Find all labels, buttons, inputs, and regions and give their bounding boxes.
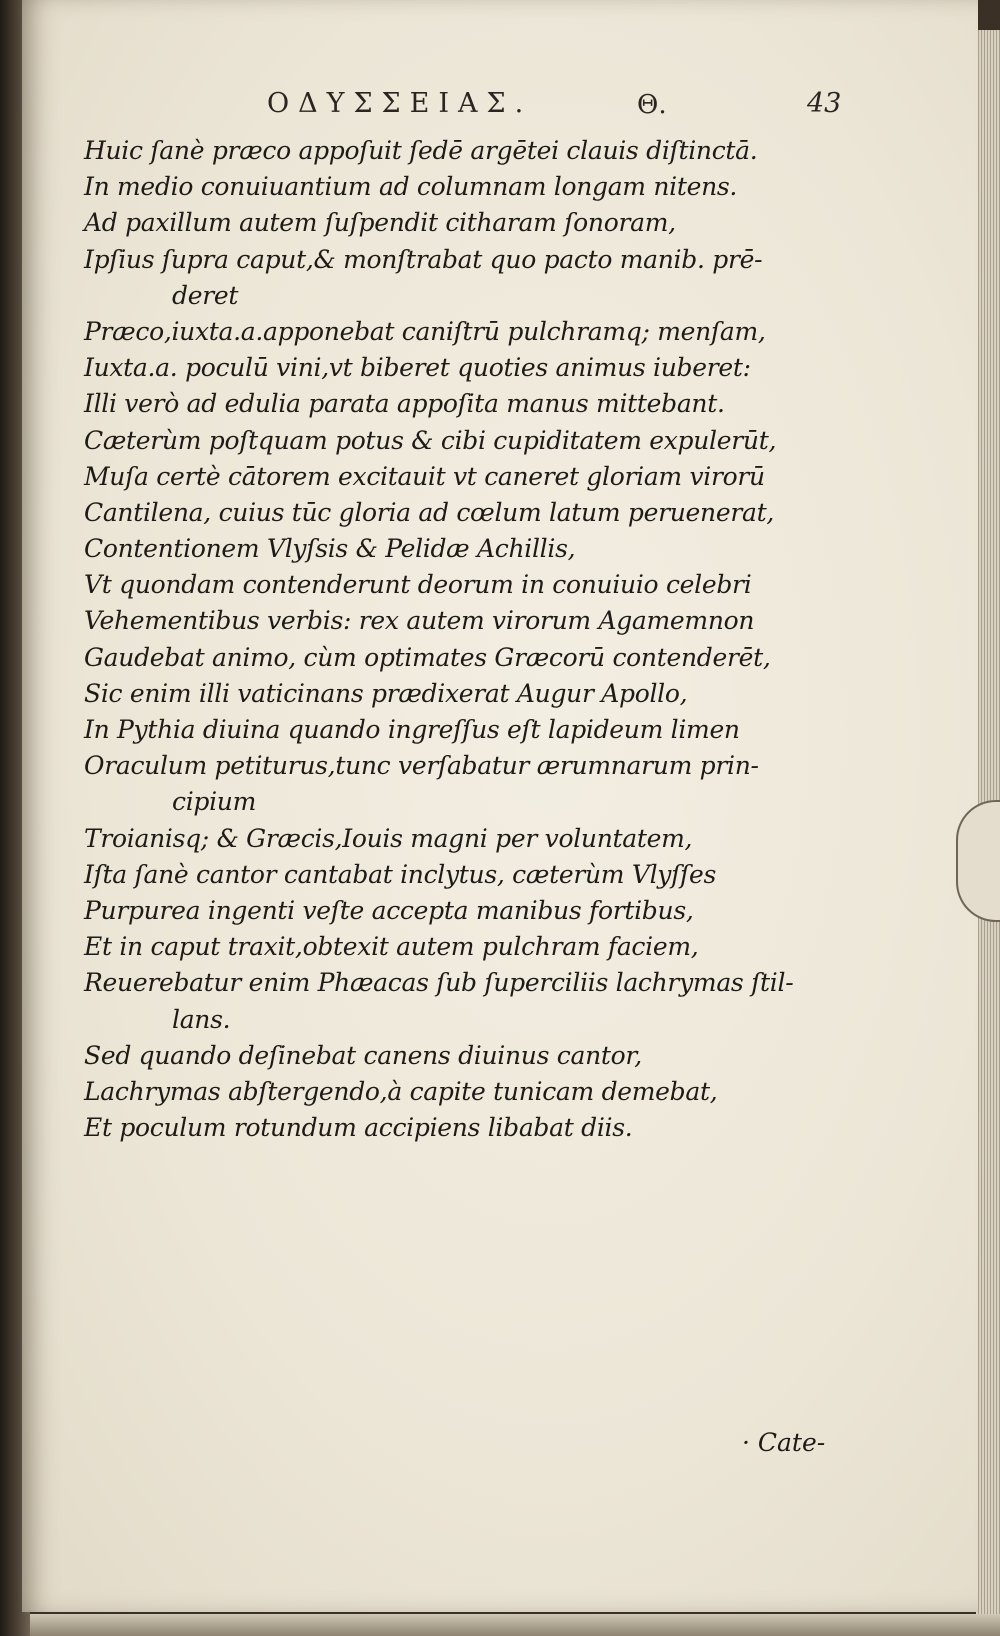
verse-line: Iuxta.a. poculū vini,vt biberet quoties animus iuberet: bbox=[84, 353, 751, 383]
running-title: ΟΔΥΣΣΕΙΑΣ. bbox=[267, 88, 533, 119]
verse-line-continuation: lans. bbox=[172, 1004, 231, 1034]
verse-text-block bbox=[84, 133, 874, 1146]
verse-line: Muſa certè cātorem excitauit vt caneret gloriam virorū bbox=[84, 461, 765, 491]
verse-line: Præco,iuxta.a.apponebat caniſtrū pulchramq; menſam, bbox=[84, 316, 766, 346]
verse-line: Gaudebat animo, cùm optimates Græcorū contenderēt, bbox=[84, 642, 771, 672]
book-signature: Θ. bbox=[637, 90, 667, 120]
verse-line: Lachrymas abſtergendo,à capite tunicam demebat, bbox=[84, 1076, 718, 1106]
verse-line: Contentionem Vlyſsis & Pelidæ Achillis, bbox=[84, 534, 576, 564]
verse-line-continuation: deret bbox=[172, 280, 239, 310]
verse-line: Oraculum petiturus,tunc verſabatur ærumnarum prin- bbox=[84, 751, 759, 781]
verse-line: Iſta ſanè cantor cantabat inclytus, cæterùm Vlyſſes bbox=[84, 859, 717, 889]
page-header bbox=[267, 88, 857, 128]
book-page bbox=[22, 0, 978, 1612]
verse-line: Sic enim illi vaticinans prædixerat Augur Apollo, bbox=[84, 678, 688, 708]
verse-line: Et poculum rotundum accipiens libabat diis. bbox=[84, 1113, 633, 1143]
verse-line: Cæterùm poſtquam potus & cibi cupiditatem expulerūt, bbox=[84, 425, 777, 455]
verse-line: Illi verò ad edulia parata appoſita manus mittebant. bbox=[84, 389, 725, 419]
verse-line: Troianisq; & Græcis,Iouis magni per voluntatem, bbox=[84, 823, 693, 853]
folio-number: 43 bbox=[807, 88, 842, 119]
verse-line: Purpurea ingenti veſte accepta manibus fortibus, bbox=[84, 895, 694, 925]
thumb-index-tab bbox=[956, 800, 1000, 922]
verse-line: Et in caput traxit,obtexit autem pulchram faciem, bbox=[84, 932, 699, 962]
verse-line: In medio conuiuantium ad columnam longam nitens. bbox=[84, 172, 738, 202]
catchword: · Cate- bbox=[742, 1428, 826, 1457]
verse-line: Ad paxillum autem ſuſpendit citharam ſonoram, bbox=[84, 208, 676, 238]
verse-line: Vt quondam contenderunt deorum in conuiuio celebri bbox=[84, 570, 752, 600]
verse-line: Ipſius ſupra caput,& monſtrabat quo pacto manib. prē- bbox=[84, 244, 763, 274]
verse-line: Vehementibus verbis: rex autem virorum Agamemnon bbox=[84, 606, 755, 636]
verse-line: In Pythia diuina quando ingreſſus eſt lapideum limen bbox=[84, 715, 740, 744]
verse-line: Reuerebatur enim Phæacas ſub ſuperciliis lachrymas ſtil- bbox=[84, 968, 794, 998]
page-bottom-edge bbox=[30, 1614, 1000, 1636]
verse-line: Cantilena, cuius tūc gloria ad cœlum latum peruenerat, bbox=[84, 497, 775, 527]
verse-line-continuation: cipium bbox=[172, 787, 257, 817]
verse-line: Huic ſanè præco appoſuit ſedē argētei clauis diſtinctā. bbox=[84, 136, 758, 165]
verse-line: Sed quando deſinebat canens diuinus cantor, bbox=[84, 1040, 642, 1070]
